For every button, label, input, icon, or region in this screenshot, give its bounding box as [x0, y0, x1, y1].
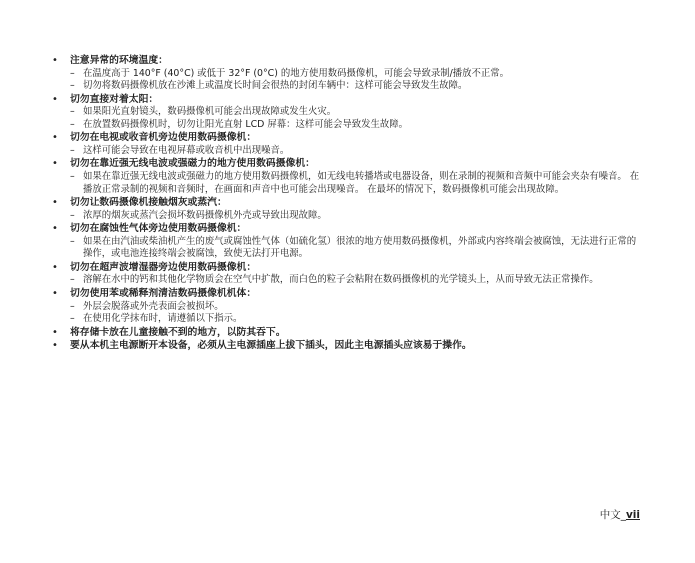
bullet-icon: •	[52, 261, 58, 273]
bullet-icon: •	[52, 223, 58, 235]
item-title: 切勿使用苯或稀释剂清洁数码摄像机机体：	[70, 288, 257, 300]
sub-item-text: 如果阳光直射镜头，数码摄像机可能会出现故障或发生火灾。	[83, 106, 337, 118]
sub-item-text: 在放置数码摄像机时，切勿让阳光直射 LCD 屏幕：这样可能会导致发生故障。	[83, 118, 408, 130]
bullet-icon: •	[52, 158, 58, 170]
sub-item-text: 如果在靠近强无线电波或强磁力的地方使用数码摄像机，如无线电转播塔或电器设备，则在录制的视频和音频中可能会夹杂有噪音。 在播放正常录制的视频和音频时，在画面和声音中也可能会出现噪音。 在最坏的情况下，数码摄像机可能会出现故障。	[83, 170, 640, 195]
precautions-list	[52, 54, 644, 353]
sub-item	[70, 80, 644, 93]
footer-language: 中文_	[599, 509, 626, 521]
sub-item	[70, 210, 644, 223]
list-item	[52, 196, 644, 222]
list-item	[52, 326, 644, 340]
dash-icon: –	[70, 235, 75, 247]
sub-item	[70, 301, 644, 314]
sub-item	[70, 171, 644, 196]
bullet-icon: •	[52, 197, 58, 209]
item-title: 将存储卡放在儿童接触不到的地方，以防其吞下。	[70, 326, 286, 338]
item-title: 切勿在超声波增湿器旁边使用数码摄像机：	[70, 261, 257, 273]
item-title: 注意异常的环境温度：	[70, 55, 168, 66]
sub-item-text: 溶解在水中的钙和其他化学物质会在空气中扩散，而白色的粒子会粘附在数码摄像机的光学镜头上，从而导致无法正常操作。	[83, 274, 599, 286]
page-number: vii	[625, 509, 640, 521]
bullet-icon: •	[52, 93, 58, 105]
sub-item	[70, 274, 644, 287]
sub-item	[70, 119, 644, 132]
list-item	[52, 261, 644, 287]
sub-item	[70, 106, 644, 119]
item-title: 要从本机主电源断开本设备，必须从主电源插座上拔下插头，因此主电源插头应该易于操作。	[70, 340, 472, 352]
sub-item-text: 如果在由汽油或柴油机产生的废气或腐蚀性气体（如硫化氢）很浓的地方使用数码摄像机，外部或内容终端会被腐蚀，无法进行正常的操作，或电池连接终端会被腐蚀，致使无法打开电源。	[83, 235, 637, 260]
dash-icon: –	[70, 209, 75, 221]
dash-icon: –	[70, 106, 75, 118]
dash-icon: –	[70, 67, 75, 79]
list-item	[52, 93, 644, 132]
item-title: 切勿让数码摄像机接触烟灰或蒸汽：	[70, 197, 227, 209]
dash-icon: –	[70, 300, 75, 312]
item-title: 切勿在靠近强无线电波或强磁力的地方使用数码摄像机：	[70, 158, 315, 170]
sub-item	[70, 313, 644, 326]
bullet-icon: •	[52, 288, 58, 300]
item-title: 切勿在电视或收音机旁边使用数码摄像机：	[70, 132, 257, 144]
list-item	[52, 131, 644, 157]
bullet-icon: •	[52, 132, 58, 144]
dash-icon: –	[70, 274, 75, 286]
sub-item-text: 浓厚的烟灰或蒸汽会损坏数码摄像机外壳或导致出现故障。	[83, 209, 327, 221]
list-item	[52, 287, 644, 326]
sub-item-text: 这样可能会导致在电视屏幕或收音机中出现噪音。	[83, 144, 290, 156]
dash-icon: –	[70, 170, 75, 182]
bullet-icon: •	[52, 55, 58, 66]
sub-item-text: 切勿将数码摄像机放在沙滩上或温度长时间会很热的封闭车辆中：这样可能会导致发生故障。	[83, 80, 468, 92]
sub-item-text: 在温度高于 140°F (40°C) 或低于 32°F (0°C) 的地方使用数码摄像机，可能会导致录制/播放不正常。	[83, 67, 510, 79]
sub-item-text: 外层会脱落或外壳表面会被损坏。	[83, 300, 224, 312]
list-item	[52, 222, 644, 261]
list-item	[52, 157, 644, 196]
sub-item	[70, 68, 644, 81]
dash-icon: –	[70, 313, 75, 325]
dash-icon: –	[70, 118, 75, 130]
item-title: 切勿在腐蚀性气体旁边使用数码摄像机：	[70, 223, 247, 235]
sub-item-text: 在使用化学抹布时，请遵循以下指示。	[83, 313, 243, 325]
item-title: 切勿直接对着太阳：	[70, 93, 159, 105]
dash-icon: –	[70, 144, 75, 156]
sub-item	[70, 236, 644, 261]
sub-item	[70, 145, 644, 158]
dash-icon: –	[70, 80, 75, 92]
list-item	[52, 339, 644, 353]
bullet-icon: •	[52, 326, 58, 338]
list-item	[52, 54, 644, 93]
bullet-icon: •	[52, 340, 58, 352]
page-footer	[600, 507, 640, 522]
